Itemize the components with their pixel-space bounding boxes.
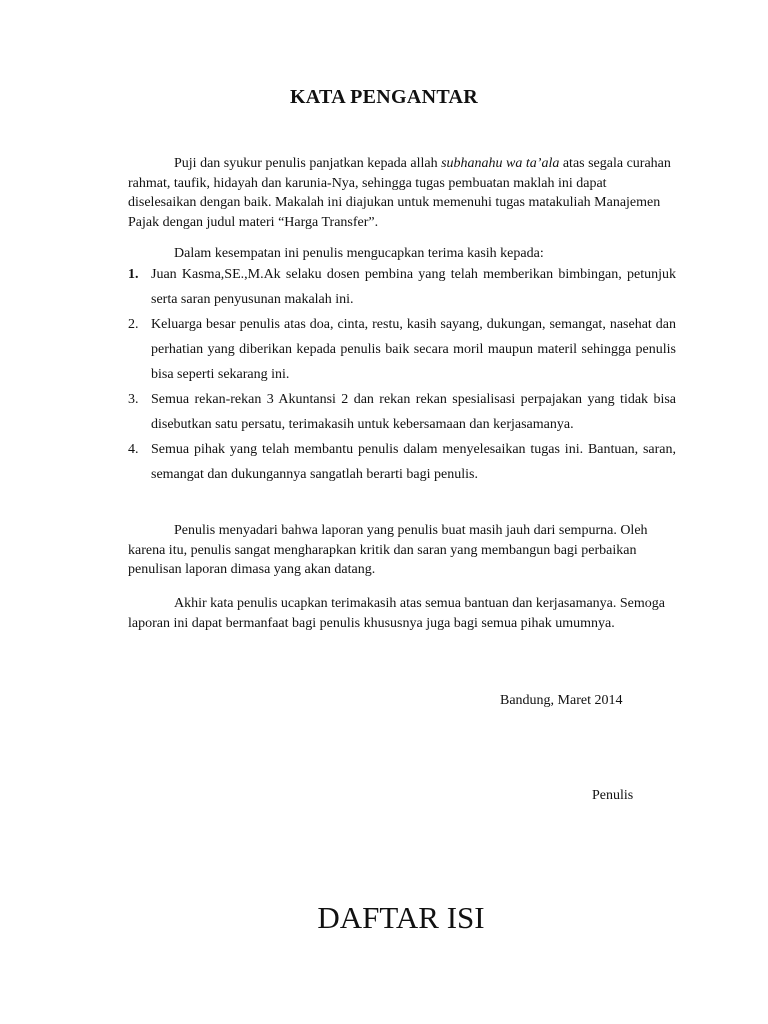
- signature-name: Penulis: [592, 788, 634, 803]
- report-paragraph: [128, 521, 676, 580]
- intro-text-italic: subhanahu wa ta’ala: [441, 156, 560, 171]
- intro-text-start: Puji dan syukur penulis panjatkan kepada allah: [174, 156, 442, 171]
- closing-paragraph: [128, 594, 676, 633]
- list-item: [128, 262, 676, 312]
- list-item-number: 2.: [128, 317, 139, 332]
- closing-text: Akhir kata penulis ucapkan terimakasih atas semua bantuan dan kerjasamanya. Semoga laporan ini dapat bermanfaat bagi penulis khususnya juga bagi semua pihak umumnya.: [128, 596, 665, 631]
- thanks-intro-text: Dalam kesempatan ini penulis mengucapkan terima kasih kepada:: [174, 246, 544, 261]
- page-title: KATA PENGANTAR: [289, 86, 479, 108]
- list-item: [128, 387, 676, 437]
- intro-paragraph: [128, 154, 676, 232]
- thanks-list: [128, 262, 676, 487]
- list-item-text: Semua rekan-rekan 3 Akuntansi 2 dan rekan rekan spesialisasi perpajakan yang tidak bisa disebutkan satu persatu, terimakasih untuk kebersamaan dan kerjasamanya.: [151, 392, 676, 432]
- list-item-number: 3.: [128, 392, 139, 407]
- thanks-intro-paragraph: [128, 244, 676, 264]
- list-item-text: Semua pihak yang telah membantu penulis dalam menyelesaikan tugas ini. Bantuan, saran, semangat dan dukungannya sangatlah berarti bagi penulis.: [151, 442, 676, 482]
- list-item-number: 1.: [128, 267, 139, 282]
- next-section-heading: DAFTAR ISI: [317, 900, 485, 935]
- intro-text-end: atas segala curahan rahmat, taufik, hidayah dan karunia-Nya, sehingga tugas pembuatan maklah ini dapat diselesaikan dengan baik. Makalah ini diajukan untuk memenuhi tugas matakuliah Manajemen Pajak dengan judul materi “Harga Transfer”.: [128, 156, 671, 230]
- list-item-text: Keluarga besar penulis atas doa, cinta, restu, kasih sayang, dukungan, semangat, nasehat dan perhatian yang diberikan kepada penulis baik secara moril maupun materil sehingga penulis bisa seperti sekarang ini.: [151, 317, 676, 382]
- list-item-text: Juan Kasma,SE.,M.Ak selaku dosen pembina yang telah memberikan bimbingan, petunjuk serta saran penyusunan makalah ini.: [151, 267, 676, 307]
- report-text: Penulis menyadari bahwa laporan yang penulis buat masih jauh dari sempurna. Oleh karena itu, penulis sangat mengharapkan kritik dan saran yang membangun bagi perbaikan penulisan laporan dimasa yang akan datang.: [128, 523, 648, 577]
- list-item: [128, 437, 676, 487]
- list-item: [128, 312, 676, 387]
- list-item-number: 4.: [128, 442, 139, 457]
- place-date: Bandung, Maret 2014: [500, 693, 623, 708]
